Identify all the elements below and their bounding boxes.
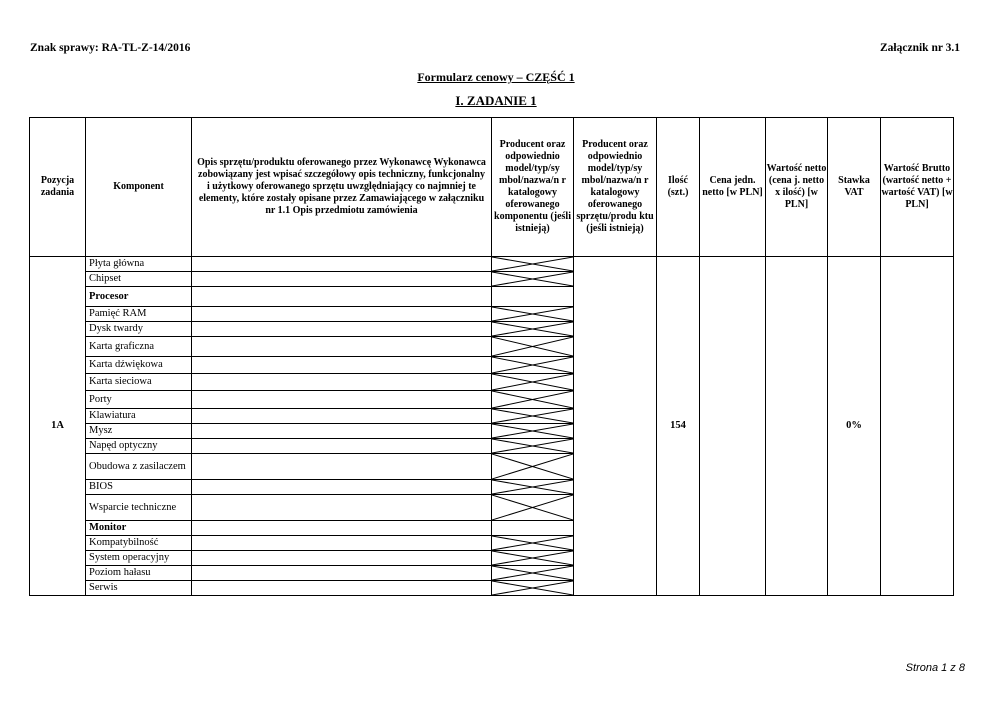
crossed-out-cell <box>492 337 574 357</box>
producer-equipment-input[interactable] <box>574 257 657 596</box>
description-input[interactable] <box>192 581 492 596</box>
crossed-out-cell <box>492 257 574 272</box>
crossed-out-cell <box>492 480 574 495</box>
crossed-out-cell <box>492 439 574 454</box>
crossed-out-cell <box>492 374 574 391</box>
component-label: System operacyjny <box>86 551 192 566</box>
description-input[interactable] <box>192 424 492 439</box>
component-label: Karta graficzna <box>86 337 192 357</box>
crossed-out-cell <box>492 536 574 551</box>
description-input[interactable] <box>192 480 492 495</box>
component-label: Wsparcie techniczne <box>86 495 192 521</box>
description-input[interactable] <box>192 322 492 337</box>
crossed-out-cell <box>492 424 574 439</box>
crossed-out-cell <box>492 272 574 287</box>
header-net-value: Wartość netto (cena j. netto x ilość) [w PLN] <box>766 118 828 257</box>
description-input[interactable] <box>192 337 492 357</box>
page-number: Strona 1 z 8 <box>905 662 965 674</box>
component-label: Obudowa z zasilaczem <box>86 454 192 480</box>
crossed-out-cell <box>492 581 574 596</box>
header-vat-rate: Stawka VAT <box>828 118 881 257</box>
crossed-out-cell <box>492 551 574 566</box>
crossed-out-cell <box>492 409 574 424</box>
description-input[interactable] <box>192 439 492 454</box>
gross-value-input[interactable] <box>881 257 954 596</box>
description-input[interactable] <box>192 307 492 322</box>
description-input[interactable] <box>192 357 492 374</box>
task-title: I. ZADANIE 1 <box>455 93 537 108</box>
crossed-out-cell <box>492 454 574 480</box>
component-label: Dysk twardy <box>86 322 192 337</box>
crossed-out-cell <box>492 391 574 409</box>
description-input[interactable] <box>192 272 492 287</box>
header-producer-equipment: Producent oraz odpowiednio model/typ/sy mbol/nazwa/n r katalogowy oferowanego sprzętu/produ ktu (jeśli istnieją) <box>574 118 657 257</box>
header-position: Pozycja zadania <box>30 118 86 257</box>
position-cell: 1A <box>30 257 86 596</box>
component-label: Klawiatura <box>86 409 192 424</box>
header-gross-value: Wartość Brutto (wartość netto + wartość VAT) [w PLN] <box>881 118 954 257</box>
component-label: Karta sieciowa <box>86 374 192 391</box>
crossed-out-cell <box>492 495 574 521</box>
component-label: Porty <box>86 391 192 409</box>
producer-component-input[interactable] <box>492 287 574 307</box>
component-label: Mysz <box>86 424 192 439</box>
producer-component-input[interactable] <box>492 521 574 536</box>
net-value-input[interactable] <box>766 257 828 596</box>
header-row <box>30 118 954 257</box>
component-label: Monitor <box>86 521 192 536</box>
component-label: Pamięć RAM <box>86 307 192 322</box>
unit-price-input[interactable] <box>700 257 766 596</box>
header-unit-price: Cena jedn. netto [w PLN] <box>700 118 766 257</box>
component-label: Procesor <box>86 287 192 307</box>
price-table <box>29 117 954 596</box>
vat-rate-cell: 0% <box>828 257 881 596</box>
case-reference: Znak sprawy: RA-TL-Z-14/2016 <box>30 42 191 54</box>
crossed-out-cell <box>492 357 574 374</box>
component-label: Napęd optyczny <box>86 439 192 454</box>
header-producer-component: Producent oraz odpowiednio model/typ/sy mbol/nazwa/n r katalogowy oferowanego komponentu (jeśli istnieją) <box>492 118 574 257</box>
description-input[interactable] <box>192 536 492 551</box>
description-input[interactable] <box>192 454 492 480</box>
header-description: Opis sprzętu/produktu oferowanego przez Wykonawcę Wykonawca zobowiązany jest wpisać szczegółowy opis techniczny, funkcjonalny i użytkowy oferowanego sprzętu uwzględniający co najmniej te elementy, które zostały opisane przez Zamawiającego w załączniku nr 1.1 Opis przedmiotu zamówienia <box>192 118 492 257</box>
crossed-out-cell <box>492 566 574 581</box>
component-rows <box>30 257 954 596</box>
component-label: Karta dźwiękowa <box>86 357 192 374</box>
description-input[interactable] <box>192 257 492 272</box>
component-label: Chipset <box>86 272 192 287</box>
description-input[interactable] <box>192 521 492 536</box>
component-row <box>30 257 954 272</box>
form-title: Formularz cenowy – CZĘŚĆ 1 <box>417 70 575 84</box>
description-input[interactable] <box>192 495 492 521</box>
description-input[interactable] <box>192 551 492 566</box>
description-input[interactable] <box>192 566 492 581</box>
component-label: Serwis <box>86 581 192 596</box>
description-input[interactable] <box>192 391 492 409</box>
component-label: Płyta główna <box>86 257 192 272</box>
quantity-cell: 154 <box>657 257 700 596</box>
annex-number: Załącznik nr 3.1 <box>880 42 960 54</box>
crossed-out-cell <box>492 307 574 322</box>
header-component: Komponent <box>86 118 192 257</box>
description-input[interactable] <box>192 409 492 424</box>
component-label: Kompatybilność <box>86 536 192 551</box>
description-input[interactable] <box>192 374 492 391</box>
description-input[interactable] <box>192 287 492 307</box>
header-quantity: Ilość (szt.) <box>657 118 700 257</box>
component-label: BIOS <box>86 480 192 495</box>
component-label: Poziom hałasu <box>86 566 192 581</box>
crossed-out-cell <box>492 322 574 337</box>
